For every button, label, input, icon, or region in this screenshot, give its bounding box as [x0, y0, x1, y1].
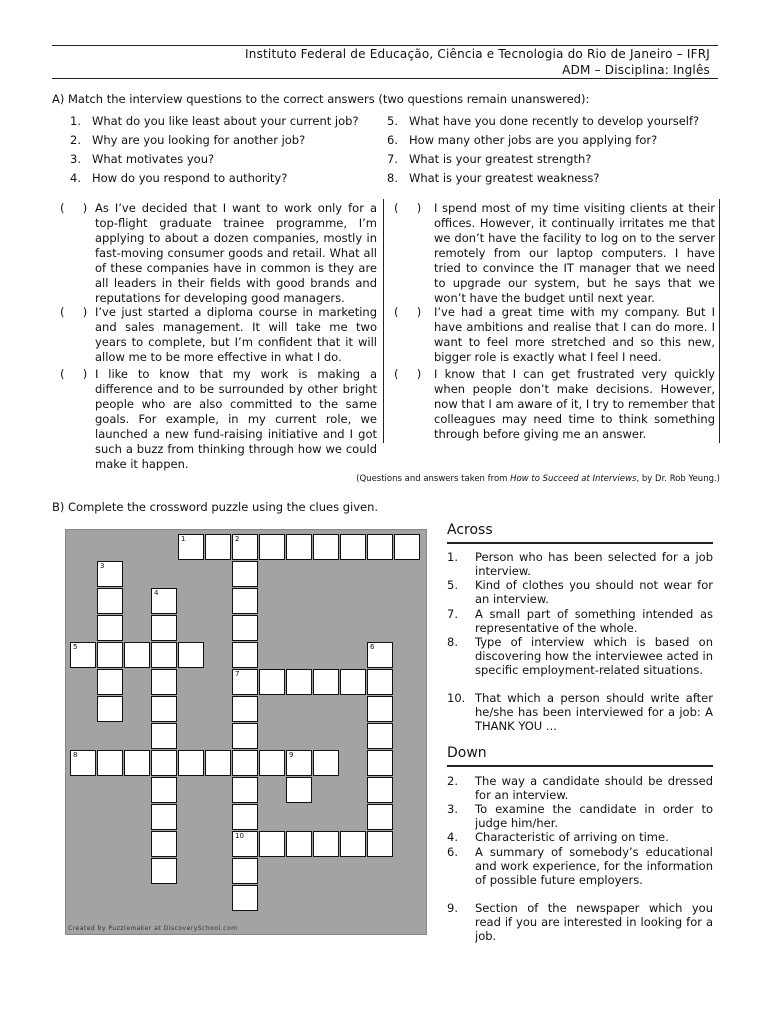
question-text: How do you respond to authority?	[91, 171, 288, 185]
down-clue-9	[447, 901, 713, 943]
crossword-cell[interactable]	[97, 750, 123, 776]
question-number: 1.	[70, 114, 81, 128]
answer-2: I’ve just started a diploma course in marketing and sales management. It will take me two years to complete, but I’m confident that it will allow me to be more effective in what I do.	[95, 305, 377, 364]
question-5	[387, 114, 699, 128]
crossword-cell[interactable]	[367, 696, 393, 722]
crossword-cell[interactable]	[340, 831, 366, 857]
question-text: Why are you looking for another job?	[91, 133, 306, 147]
clue-text: Kind of clothes you should not wear for an interview.	[475, 578, 713, 606]
question-number: 4.	[70, 171, 81, 185]
section-a-instruction: A) Match the interview questions to the correct answers (two questions remain unanswered):	[52, 92, 590, 106]
crossword-clue-number: 7	[235, 670, 240, 678]
answer-blank-1[interactable]: ( )	[60, 201, 88, 215]
crossword-cell[interactable]	[151, 642, 177, 668]
crossword-cell[interactable]	[394, 534, 420, 560]
across-clue-1	[447, 550, 713, 578]
answer-1: As I’ve decided that I want to work only for a top-flight graduate trainee programme, I’m applying to about a dozen companies, mostly in fast-moving consumer goods and retail. What all of these companies have in common is they are all leaders in their fields with good brands and reputations for developing good managers.	[95, 201, 377, 305]
question-1	[70, 114, 359, 128]
crossword-cell[interactable]	[178, 534, 204, 560]
crossword-cell[interactable]	[259, 750, 285, 776]
crossword-cell[interactable]	[232, 534, 258, 560]
question-text: What is your greatest weakness?	[408, 171, 600, 185]
crossword-cell[interactable]	[232, 588, 258, 614]
crossword-cell[interactable]	[286, 669, 312, 695]
source-suffix: , by Dr. Rob Yeung.)	[636, 474, 720, 484]
crossword-cell[interactable]	[70, 750, 96, 776]
clue-text: The way a candidate should be dressed for an interview.	[475, 774, 713, 802]
answer-blank-6[interactable]: ( )	[394, 367, 422, 381]
crossword-clue-number: 8	[73, 751, 78, 759]
crossword-cell[interactable]	[313, 750, 339, 776]
answer-blank-2[interactable]: ( )	[60, 305, 88, 319]
crossword-cell[interactable]	[124, 750, 150, 776]
crossword-cell[interactable]	[259, 669, 285, 695]
crossword-clue-number: 4	[154, 589, 159, 597]
crossword-clue-number: 10	[235, 832, 244, 840]
question-text: What have you done recently to develop yourself?	[408, 114, 700, 128]
question-number: 5.	[387, 114, 398, 128]
crossword-cell[interactable]	[124, 642, 150, 668]
right-border	[719, 199, 720, 443]
crossword-cell[interactable]	[340, 669, 366, 695]
section-b-instruction: B) Complete the crossword puzzle using the clues given.	[52, 500, 379, 514]
crossword-cell[interactable]	[286, 750, 312, 776]
across-clue-5	[447, 578, 713, 606]
source-prefix: (Questions and answers taken from	[356, 474, 511, 484]
question-number: 3.	[70, 152, 81, 166]
crossword-cell[interactable]	[313, 534, 339, 560]
crossword-cell[interactable]	[178, 750, 204, 776]
clue-number: 6.	[447, 845, 458, 859]
clue-number: 4.	[447, 830, 458, 844]
clue-text: To examine the candidate in order to judge him/her.	[475, 802, 713, 830]
question-2	[70, 133, 305, 147]
clue-number: 7.	[447, 607, 458, 621]
crossword-clue-number: 3	[100, 562, 105, 570]
crossword-cell[interactable]	[232, 669, 258, 695]
answer-blank-3[interactable]: ( )	[60, 367, 88, 381]
crossword-clue-number: 5	[73, 643, 78, 651]
crossword-cell[interactable]	[367, 831, 393, 857]
crossword-cell[interactable]	[232, 777, 258, 803]
crossword-cell[interactable]	[151, 696, 177, 722]
clue-number: 3.	[447, 802, 458, 816]
crossword-cell[interactable]	[151, 615, 177, 641]
crossword-cell[interactable]	[232, 885, 258, 911]
crossword-cell[interactable]	[97, 696, 123, 722]
clue-number: 1.	[447, 550, 458, 564]
question-number: 8.	[387, 171, 398, 185]
clue-text: A small part of something intended as representative of the whole.	[475, 607, 713, 635]
answer-blank-4[interactable]: ( )	[394, 201, 422, 215]
crossword-grid	[65, 529, 427, 935]
crossword-cell[interactable]	[232, 642, 258, 668]
crossword-cell[interactable]	[97, 615, 123, 641]
down-clue-3	[447, 802, 713, 830]
crossword-cell[interactable]	[367, 669, 393, 695]
crossword-cell[interactable]	[367, 777, 393, 803]
crossword-cell[interactable]	[151, 858, 177, 884]
crossword-cell[interactable]	[232, 831, 258, 857]
crossword-cell[interactable]	[313, 831, 339, 857]
crossword-cell[interactable]	[259, 831, 285, 857]
crossword-cell[interactable]	[97, 588, 123, 614]
crossword-cell[interactable]	[97, 642, 123, 668]
crossword-cell[interactable]	[232, 804, 258, 830]
question-3	[70, 152, 214, 166]
clue-number: 2.	[447, 774, 458, 788]
header-bottom-rule	[52, 78, 718, 79]
question-text: How many other jobs are you applying for?	[408, 133, 658, 147]
across-clue-10	[447, 691, 713, 733]
crossword-cell[interactable]	[151, 804, 177, 830]
crossword-cell[interactable]	[286, 534, 312, 560]
down-clue-4	[447, 830, 713, 844]
crossword-clue-number: 9	[289, 751, 294, 759]
answer-6: I know that I can get frustrated very quickly when people don’t make decisions. However, now that I am aware of it, I try to remember that colleagues may need time to think something through before giving me an answer.	[434, 367, 715, 441]
across-title: Across	[447, 522, 493, 538]
crossword-cell[interactable]	[367, 723, 393, 749]
crossword-cell[interactable]	[259, 534, 285, 560]
crossword-cell[interactable]	[151, 777, 177, 803]
crossword-cell[interactable]	[151, 669, 177, 695]
column-divider	[383, 199, 384, 443]
clue-text: Characteristic of arriving on time.	[475, 830, 669, 844]
crossword-clue-number: 6	[370, 643, 375, 651]
crossword-cell[interactable]	[151, 750, 177, 776]
crossword-cell[interactable]	[97, 669, 123, 695]
clue-text: That which a person should write after he/she has been interviewed for a job: A THANK YOU ...	[475, 691, 713, 733]
source-citation	[356, 474, 720, 484]
crossword-cell[interactable]	[178, 642, 204, 668]
answer-3: I like to know that my work is making a difference and to be surrounded by other bright people who are also committed to the same goals. For example, in my current role, we launched a new fund-raising initiative and I got such a buzz from thinking through how we could make it happen.	[95, 367, 377, 471]
clue-number: 10.	[447, 691, 466, 705]
question-4	[70, 171, 287, 185]
clue-number: 9.	[447, 901, 458, 915]
crossword-cell[interactable]	[205, 534, 231, 560]
question-number: 2.	[70, 133, 81, 147]
crossword-footer-mark: Created by Puzzlemaker at DiscoverySchool.com	[68, 925, 238, 932]
crossword-clue-number: 1	[181, 535, 186, 543]
across-clue-8	[447, 635, 713, 677]
crossword-cell[interactable]	[367, 642, 393, 668]
crossword-cell[interactable]	[286, 831, 312, 857]
crossword-cell[interactable]	[232, 561, 258, 587]
answer-5: I’ve had a great time with my company. But I have ambitions and realise that I can do more. I want to feel more stretched and so this new, bigger role is exactly what I feel I need.	[434, 305, 715, 364]
source-title: How to Succeed at Interviews	[510, 474, 637, 484]
clue-text: Type of interview which is based on discovering how the interviewee acted in specific employment-related situations.	[475, 635, 713, 677]
question-text: What do you like least about your current job?	[91, 114, 359, 128]
crossword-cell[interactable]	[70, 642, 96, 668]
across-rule	[447, 542, 713, 544]
clue-number: 5.	[447, 578, 458, 592]
across-clue-7	[447, 607, 713, 635]
clue-text: Person who has been selected for a job interview.	[475, 550, 713, 578]
header-top-rule	[52, 45, 718, 46]
crossword-cell[interactable]	[151, 588, 177, 614]
down-clue-2	[447, 774, 713, 802]
down-title: Down	[447, 745, 487, 761]
crossword-cell[interactable]	[340, 534, 366, 560]
crossword-cell[interactable]	[232, 696, 258, 722]
answer-4: I spend most of my time visiting clients at their offices. However, it continually irritates me that we don’t have the facility to log on to the server remotely from our laptop computers. I have tried to convince the IT manager that we need to upgrade our system, but he says that we won’t have the budget until next year.	[434, 201, 715, 305]
question-number: 6.	[387, 133, 398, 147]
crossword-cell[interactable]	[232, 723, 258, 749]
answer-blank-5[interactable]: ( )	[394, 305, 422, 319]
clue-text: Section of the newspaper which you read if you are interested in looking for a job.	[475, 901, 713, 943]
crossword-cell[interactable]	[151, 831, 177, 857]
crossword-cell[interactable]	[205, 750, 231, 776]
crossword-cell[interactable]	[367, 750, 393, 776]
crossword-cell[interactable]	[367, 534, 393, 560]
crossword-cell[interactable]	[286, 777, 312, 803]
crossword-cell[interactable]	[232, 750, 258, 776]
down-clue-6	[447, 845, 713, 887]
crossword-cell[interactable]	[232, 858, 258, 884]
crossword-cell[interactable]	[232, 615, 258, 641]
crossword-cell[interactable]	[313, 669, 339, 695]
course-name: ADM – Disciplina: Inglês	[562, 63, 710, 77]
question-text: What motivates you?	[91, 152, 215, 166]
crossword-clue-number: 2	[235, 535, 240, 543]
down-rule	[447, 765, 713, 767]
question-6	[387, 133, 657, 147]
question-number: 7.	[387, 152, 398, 166]
crossword-cell[interactable]	[367, 804, 393, 830]
question-text: What is your greatest strength?	[408, 152, 592, 166]
clue-text: A summary of somebody’s educational and work experience, for the information of possible future employers.	[475, 845, 713, 887]
question-8	[387, 171, 599, 185]
crossword-cell[interactable]	[97, 561, 123, 587]
clue-number: 8.	[447, 635, 458, 649]
question-7	[387, 152, 591, 166]
crossword-cell[interactable]	[151, 723, 177, 749]
institution-name: Instituto Federal de Educação, Ciência e Tecnologia do Rio de Janeiro – IFRJ	[245, 47, 710, 61]
